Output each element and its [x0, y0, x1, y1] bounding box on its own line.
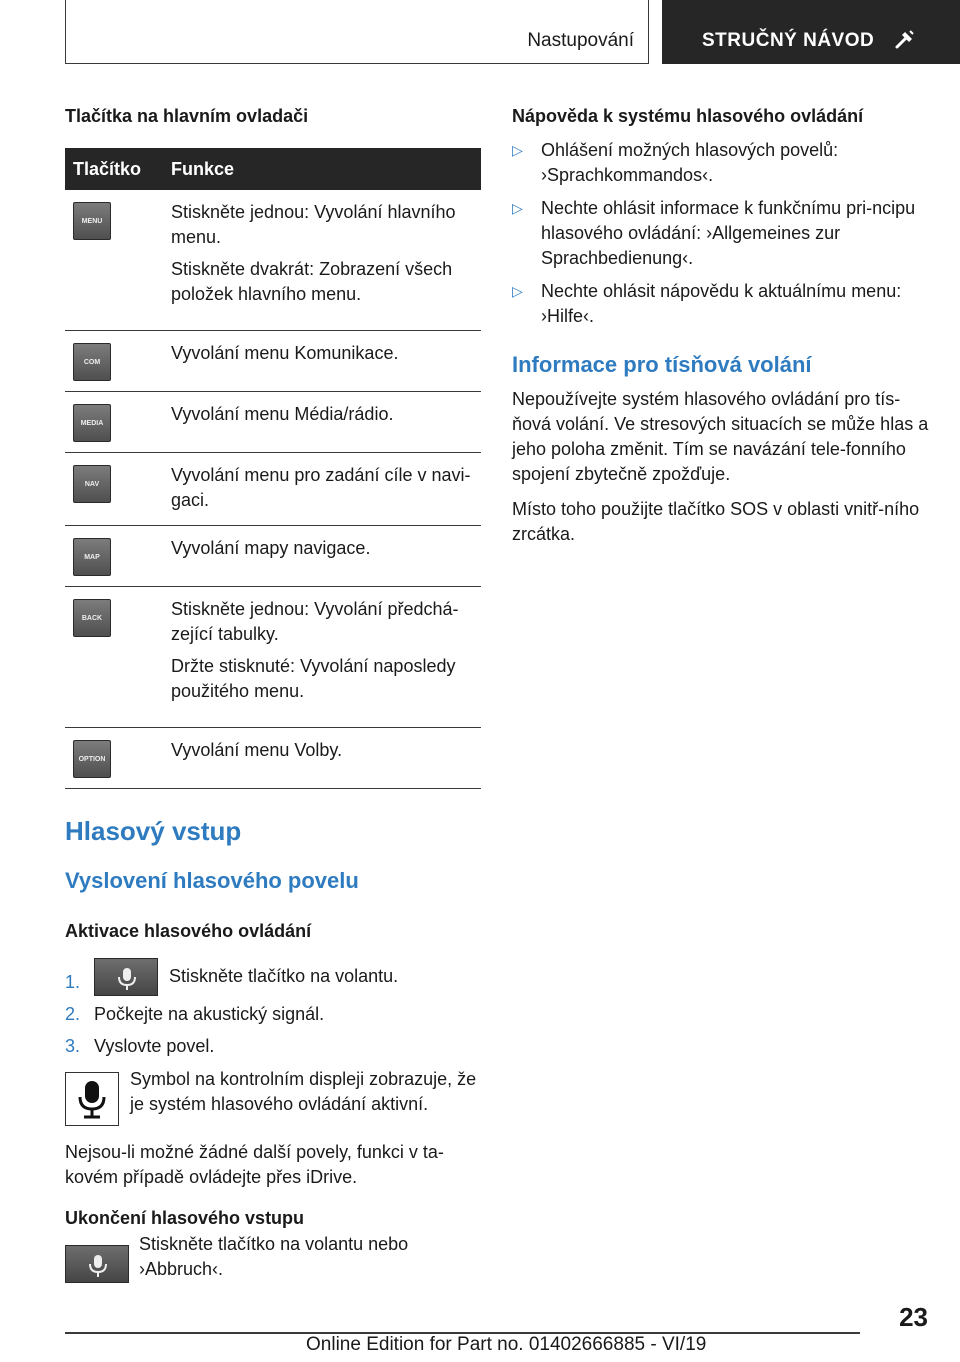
- chapter-title: STRUČNÝ NÁVOD: [702, 30, 875, 51]
- steering-wheel-mic-button-icon: [65, 1245, 129, 1283]
- option-key-icon: OPTION: [73, 740, 111, 778]
- left-column: [65, 104, 481, 1283]
- row-text: Vyvolání menu Volby.: [171, 740, 343, 760]
- table-header-button: Tlačítko: [65, 148, 171, 190]
- bullet-text: Ohlášení možných hlasových povelů: ›Sprachkommandos‹.: [541, 140, 839, 185]
- row-text: Vyvolání mapy navigace.: [171, 538, 371, 558]
- end-voice-block: [65, 1232, 481, 1283]
- microphone-icon: [65, 1072, 119, 1126]
- help-title: Nápověda k systému hlasového ovládání: [512, 106, 864, 126]
- list-item: [512, 279, 932, 329]
- table-row: [65, 331, 481, 392]
- step-text: Vyslovte povel.: [94, 1036, 215, 1057]
- table-row: [65, 190, 481, 331]
- page-number: 23: [899, 1302, 928, 1332]
- section-title: Nastupování: [527, 30, 634, 51]
- bullet-text: Nechte ohlásit nápovědu k aktuálnímu menu: ›Hilfe‹.: [541, 281, 902, 326]
- step-number: 3.: [65, 1036, 81, 1057]
- map-key-icon: MAP: [73, 538, 111, 576]
- list-item: [65, 1002, 481, 1027]
- triangle-bullet-icon: ▷: [512, 283, 523, 299]
- section-heading: Hlasový vstup: [65, 816, 242, 846]
- right-column: [512, 104, 932, 547]
- list-item: [512, 196, 932, 271]
- end-voice-title: Ukončení hlasového vstupu: [65, 1208, 305, 1229]
- row-text: Držte stisknuté: Vyvolání naposledy použitého menu.: [171, 656, 456, 701]
- emergency-heading: Informace pro tísňová volání: [512, 352, 812, 377]
- table-row: [65, 526, 481, 587]
- step-number: 1.: [65, 972, 81, 992]
- table-row: [65, 728, 481, 789]
- com-key-icon: COM: [73, 343, 111, 381]
- menu-key-icon: MENU: [73, 202, 111, 240]
- wrench-icon: [894, 28, 916, 55]
- subsection-heading: Vyslovení hlasového povelu: [65, 868, 359, 893]
- list-item: [512, 138, 932, 188]
- row-text: Vyvolání menu Média/rádio.: [171, 404, 394, 424]
- list-item: [65, 1034, 481, 1059]
- table-title: Tlačítka na hlavním ovladači: [65, 106, 309, 126]
- end-voice-text: Stiskněte tlačítko na volantu nebo ›Abbruch‹.: [139, 1234, 409, 1280]
- list-item: [65, 957, 481, 996]
- triangle-bullet-icon: ▷: [512, 200, 523, 216]
- steering-wheel-mic-button-icon: [94, 958, 158, 996]
- step-text: Stiskněte tlačítko na volantu.: [169, 966, 399, 986]
- activation-steps: [65, 957, 481, 1059]
- table-row: [65, 453, 481, 526]
- table-header-function: Funkce: [171, 148, 481, 190]
- back-key-icon: BACK: [73, 599, 111, 637]
- triangle-bullet-icon: ▷: [512, 142, 523, 158]
- row-text: Stiskněte jednou: Vyvolání předchá‐zející tabulky.: [171, 599, 459, 644]
- help-bullets: [512, 138, 932, 329]
- step-text: Počkejte na akustický signál.: [94, 1004, 325, 1025]
- emergency-text: Nepoužívejte systém hlasového ovládání pro tís‐ňová volání. Ve stresových situacích se může hlas a jeho poloha změnit. Tím se navázání tele‐fonního spojení zbytečně zpožďuje.: [512, 389, 929, 484]
- emergency-sos-text: Místo toho použijte tlačítko SOS v oblasti vnitř‐ního zrcátka.: [512, 499, 920, 544]
- symbol-note: Symbol na kontrolním displeji zobrazuje, že je systém hlasového ovládání aktivní.: [130, 1069, 477, 1115]
- no-commands-note: Nejsou-li možné žádné další povely, funkci v ta‐kovém případě ovládejte přes iDrive.: [65, 1142, 444, 1188]
- activation-title: Aktivace hlasového ovládání: [65, 921, 312, 941]
- row-text: Stiskněte jednou: Vyvolání hlavního menu.: [171, 202, 456, 247]
- row-text: Vyvolání menu Komunikace.: [171, 343, 399, 363]
- controller-buttons-table: [65, 148, 481, 789]
- media-key-icon: MEDIA: [73, 404, 111, 442]
- row-text: Vyvolání menu pro zadání cíle v navi‐gaci.: [171, 465, 471, 510]
- nav-key-icon: NAV: [73, 465, 111, 503]
- table-row: [65, 587, 481, 728]
- symbol-note-block: [65, 1067, 481, 1126]
- table-row: [65, 392, 481, 453]
- header-section-box: [65, 0, 649, 64]
- chapter-tab: [662, 0, 960, 64]
- step-number: 2.: [65, 1004, 81, 1025]
- bullet-text: Nechte ohlásit informace k funkčnímu pri‐ncipu hlasového ovládání: ›Allgemeines zur Sprachbedienung‹.: [541, 198, 916, 268]
- footer-edition: Online Edition for Part no. 01402666885 - VI/19: [306, 1334, 707, 1355]
- row-text: Stiskněte dvakrát: Zobrazení všech položek hlavního menu.: [171, 259, 453, 304]
